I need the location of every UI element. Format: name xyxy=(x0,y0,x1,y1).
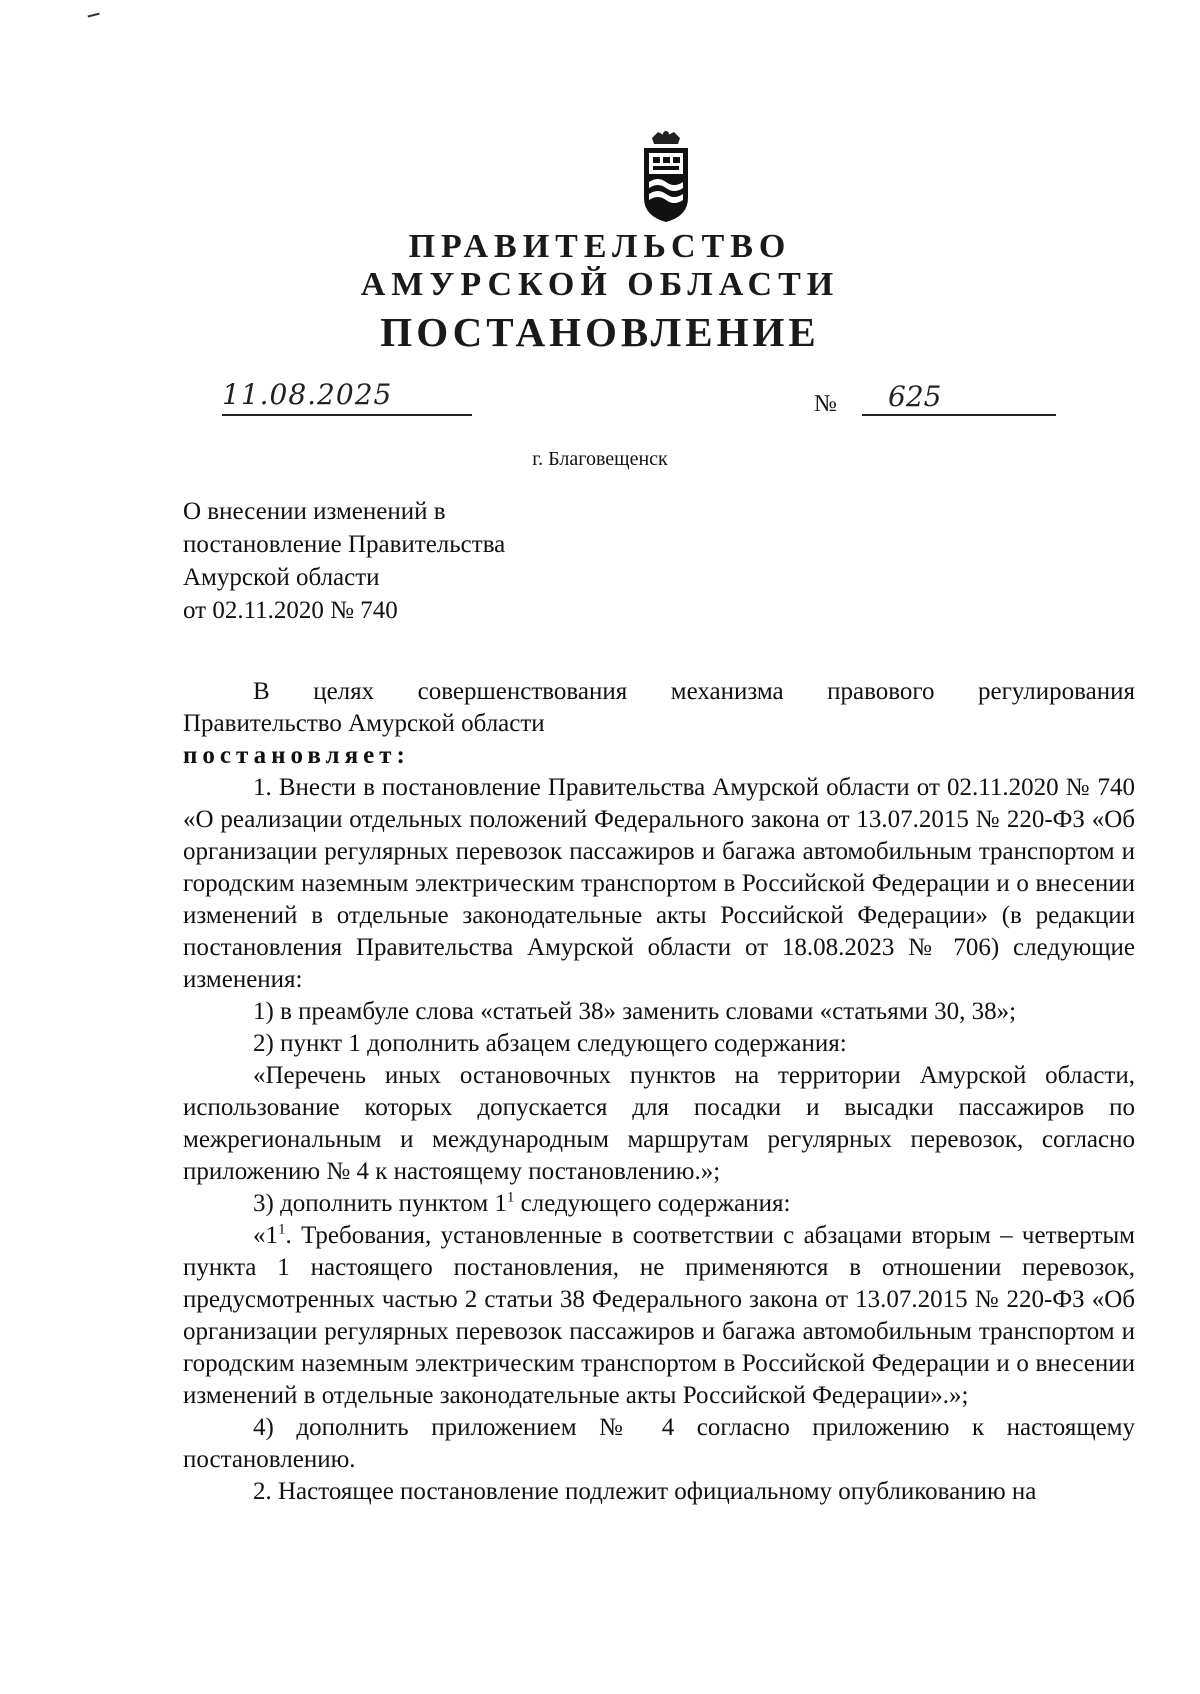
quote-2-paragraph xyxy=(183,1220,1135,1412)
decree-word: постановляет: xyxy=(183,742,410,769)
intro-paragraph-line2: Правительство Амурской области xyxy=(183,710,545,737)
document-body xyxy=(183,676,1135,1508)
subject-line: постановление Правительства xyxy=(183,531,506,558)
number-sign: № xyxy=(814,391,837,417)
subitem-3-paragraph xyxy=(183,1188,1135,1220)
coat-of-arms-emblem xyxy=(638,128,694,224)
quote-2-open: «1 xyxy=(253,1222,278,1249)
header-region: АМУРСКОЙ ОБЛАСТИ xyxy=(360,266,840,303)
header-doc-type: ПОСТАНОВЛЕНИЕ xyxy=(380,309,820,355)
subitem-3-text: 3) дополнить пунктом 1 xyxy=(253,1190,507,1217)
subject-line: О внесении изменений в xyxy=(183,498,446,525)
date-underline xyxy=(222,414,472,416)
quote-1-paragraph: «Перечень иных остановочных пунктов на территории Амурской области, использование которых допускается для посадки и высадки пассажиров по межрегиональным и международным маршрутам регулярных перевозок, согласно приложению № 4 к настоящему постановлению.»; xyxy=(183,1062,1135,1185)
header-government: ПРАВИТЕЛЬСТВО xyxy=(408,228,792,265)
handwritten-date: 11.08.2025 xyxy=(222,378,393,411)
subject-line: Амурской области xyxy=(183,564,380,591)
handwritten-number: 625 xyxy=(888,380,942,413)
subitem-2-paragraph: 2) пункт 1 дополнить абзацем следующего содержания: xyxy=(253,1030,847,1057)
superscript: 1 xyxy=(506,1189,515,1206)
subitem-1-paragraph: 1) в преамбуле слова «статьей 38» заменить словами «статьями 30, 38»; xyxy=(253,998,1017,1025)
item-2-paragraph: 2. Настоящее постановление подлежит официальному опубликованию на xyxy=(253,1478,1037,1505)
subitem-3-text-end: следующего содержания: xyxy=(514,1190,791,1217)
subitem-4-paragraph: 4) дополнить приложением № 4 согласно приложению к настоящему постановлению. xyxy=(183,1414,1135,1473)
intro-paragraph-line1: В целях совершенствования механизма правового регулирования xyxy=(253,678,1135,705)
superscript: 1 xyxy=(278,1221,286,1238)
subject-line: от 02.11.2020 № 740 xyxy=(183,597,398,624)
number-underline xyxy=(862,414,1056,416)
item-1-paragraph: 1. Внести в постановление Правительства Амурской области от 02.11.2020 № 740 «О реализации отдельных положений Федерального закона от 13.07.2015 № 220-ФЗ «Об организации регулярных перевозок пассажиров и багажа автомобильным транспортом и городским наземным электрическим транспортом в Российской Федерации и о внесении изменений в отдельные законодательные акты Российской Федерации» (в редакции постановления Правительства Амурской области от 18.08.2023 № 706) следующие изменения: xyxy=(183,774,1135,993)
scan-mark xyxy=(88,13,101,21)
quote-2-text: . Требования, установленные в соответствии с абзацами вторым – четвертым пункта 1 настоящего постановления, не применяются в отношении перевозок, предусмотренных частью 2 статьи 38 Федерального закона от 13.07.2015 № 220-ФЗ «Об организации регулярных перевозок пассажиров и багажа автомобильным транспортом и городским наземным электрическим транспортом в Российской Федерации и о внесении изменений в отдельные законодательные акты Российской Федерации».»; xyxy=(183,1222,1135,1409)
city-label: г. Благовещенск xyxy=(532,448,668,470)
subject-block xyxy=(183,495,505,627)
